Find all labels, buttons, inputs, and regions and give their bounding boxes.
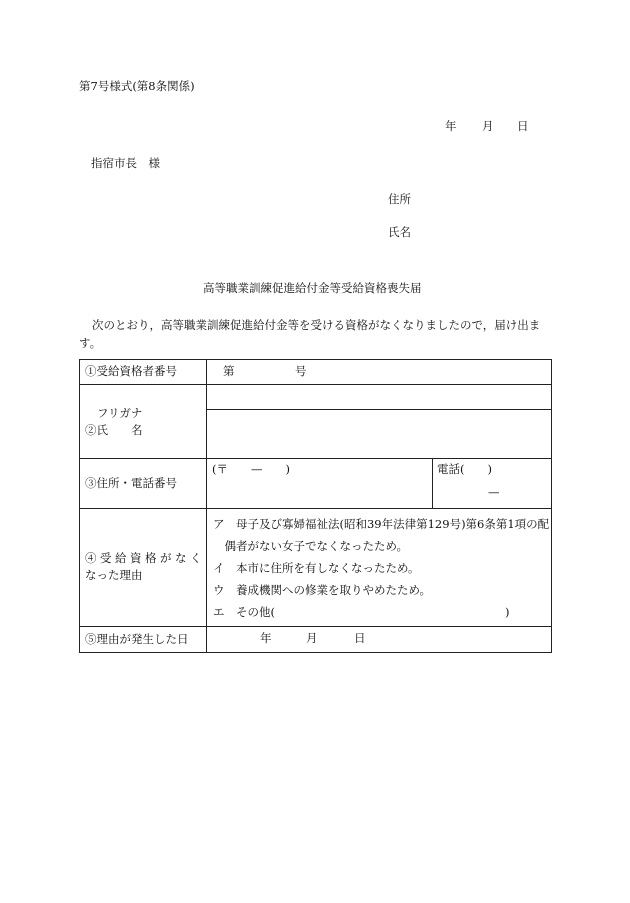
intro-line-2: す。 [79, 336, 102, 350]
furigana-label: フリガナ [97, 406, 143, 421]
reason-date-year: 年 [260, 631, 272, 645]
reason-option-u[interactable]: ウ 養成機関への修業を取りやめたため。 [213, 583, 432, 597]
reason-date-day: 日 [354, 631, 366, 645]
address-phone-row [80, 459, 552, 509]
recipient-number-row [80, 360, 552, 385]
reason-label-cell [80, 509, 207, 627]
phone-field[interactable]: 電話( ) [437, 462, 492, 476]
reason-date-label: ⑤理由が発生した日 [80, 627, 207, 653]
application-form-table [79, 359, 552, 653]
reason-date-field[interactable] [207, 627, 552, 653]
addressee: 指宿市長 様 [91, 156, 160, 170]
intro-line-1: 次のとおり，高等職業訓練促進給付金等を受ける資格がなくなりましたので，届け出ま [92, 318, 541, 332]
document-title: 高等職業訓練促進給付金等受給資格喪失届 [203, 281, 422, 295]
recipient-number-field[interactable] [207, 360, 552, 385]
address-phone-label: ③住所・電話番号 [80, 459, 207, 509]
postal-code-field[interactable]: (〒 — ) [212, 462, 290, 476]
reason-label-line-2: なった理由 [85, 568, 143, 582]
applicant-name-label: 氏名 [388, 225, 411, 239]
name-label-cell [80, 385, 207, 459]
reason-row [80, 509, 552, 627]
recipient-number-prefix: 第 [223, 364, 235, 378]
recipient-number-label: ①受給資格者番号 [80, 360, 207, 385]
phone-dash: — [488, 485, 500, 499]
applicant-address-label: 住所 [388, 192, 411, 206]
date-month-label: 月 [482, 119, 494, 133]
name-field[interactable] [207, 410, 552, 459]
reason-option-i[interactable]: イ 本市に住所を有しなくなったため。 [213, 561, 420, 575]
reason-options-cell [207, 509, 552, 627]
date-year-label: 年 [445, 119, 457, 133]
reason-label-line-1: ④受給資格がなく [85, 551, 205, 566]
furigana-field[interactable] [207, 385, 552, 410]
name-label: ②氏 名 [85, 423, 143, 437]
reason-date-row [80, 627, 552, 653]
reason-date-month: 月 [306, 631, 318, 645]
reason-option-a[interactable]: ア 母子及び寡婦福祉法(昭和39年法律第129号)第6条第1項の配 [213, 517, 550, 531]
date-day-label: 日 [517, 119, 529, 133]
recipient-number-suffix: 号 [295, 364, 307, 378]
phone-divider [432, 458, 433, 508]
address-phone-cell [207, 459, 552, 509]
furigana-row [80, 385, 552, 410]
form-number: 第7号様式(第8条関係) [79, 79, 195, 93]
reason-option-a-continued: 偶者がない女子でなくなったため。 [213, 539, 409, 553]
reason-option-e-other[interactable]: エ その他( ) [213, 605, 510, 619]
